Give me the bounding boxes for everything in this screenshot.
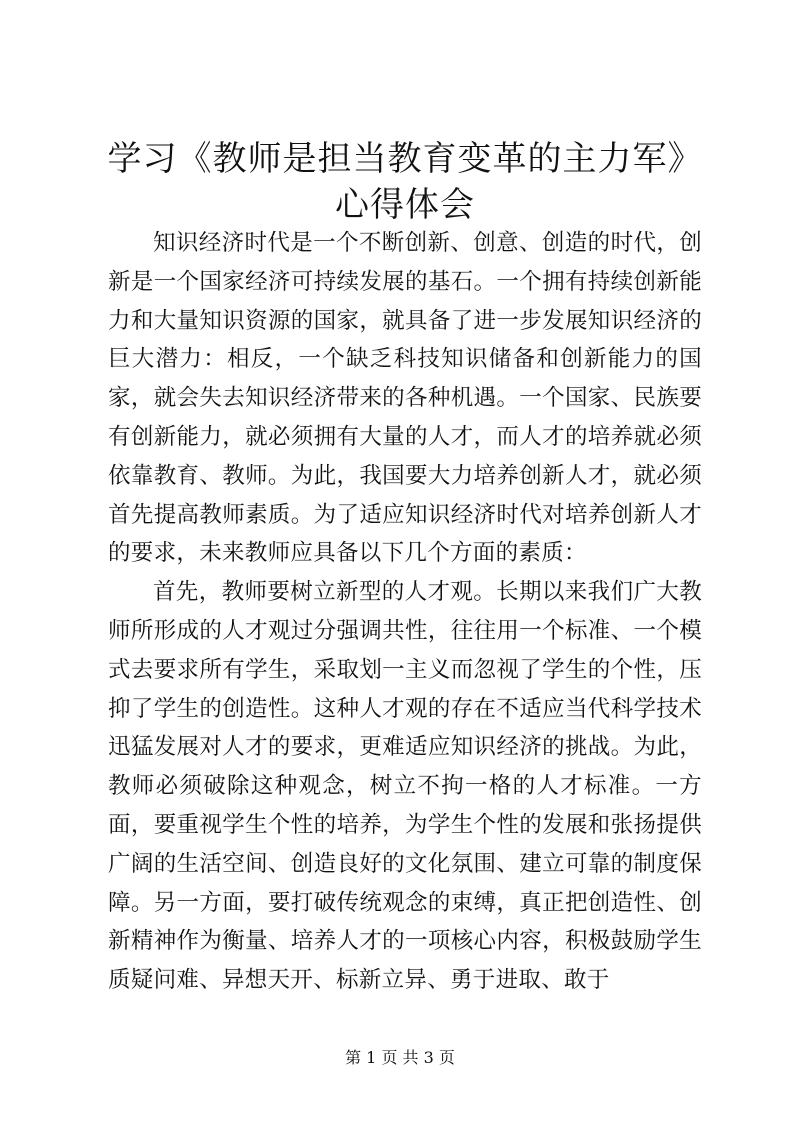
document-title: 学习《教师是担当教育变革的主力军》心得体会: [107, 139, 703, 225]
document-body: [108, 224, 702, 1000]
page-number-footer: 第 1 页 共 3 页: [345, 1048, 455, 1067]
paragraph-2: 首先，教师要树立新型的人才观。长期以来我们广大教师所形成的人才观过分强调共性，往往用一个标准、一个模式去要求所有学生，采取划一主义而忽视了学生的个性，压抑了学生的创造性。这种人才观的存在不适应当代科学技术迅猛发展对人才的要求，更难适应知识经济的挑战。为此，教师必须破除这种观念，树立不拘一格的人才标准。一方面，要重视学生个性的培养，为学生个性的发展和张扬提供广阔的生活空间、创造良好的文化氛围、建立可靠的制度保障。另一方面，要打破传统观念的束缚，真正把创造性、创新精神作为衡量、培养人才的一项核心内容，积极鼓励学生质疑问难、异想天开、标新立异、勇于进取、敢于: [108, 579, 702, 994]
paragraph-1: 知识经济时代是一个不断创新、创意、创造的时代，创新是一个国家经济可持续发展的基石。一个拥有持续创新能力和大量知识资源的国家，就具备了进一步发展知识经济的巨大潜力：相反，一个缺乏科技知识储备和创新能力的国家，就会失去知识经济带来的各种机遇。一个国家、民族要有创新能力，就必须拥有大量的人才，而人才的培养就必须依靠教育、教师。为此，我国要大力培养创新人才，就必须首先提高教师素质。为了适应知识经济时代对培养创新人才的要求，未来教师应具备以下几个方面的素质：: [108, 230, 702, 567]
